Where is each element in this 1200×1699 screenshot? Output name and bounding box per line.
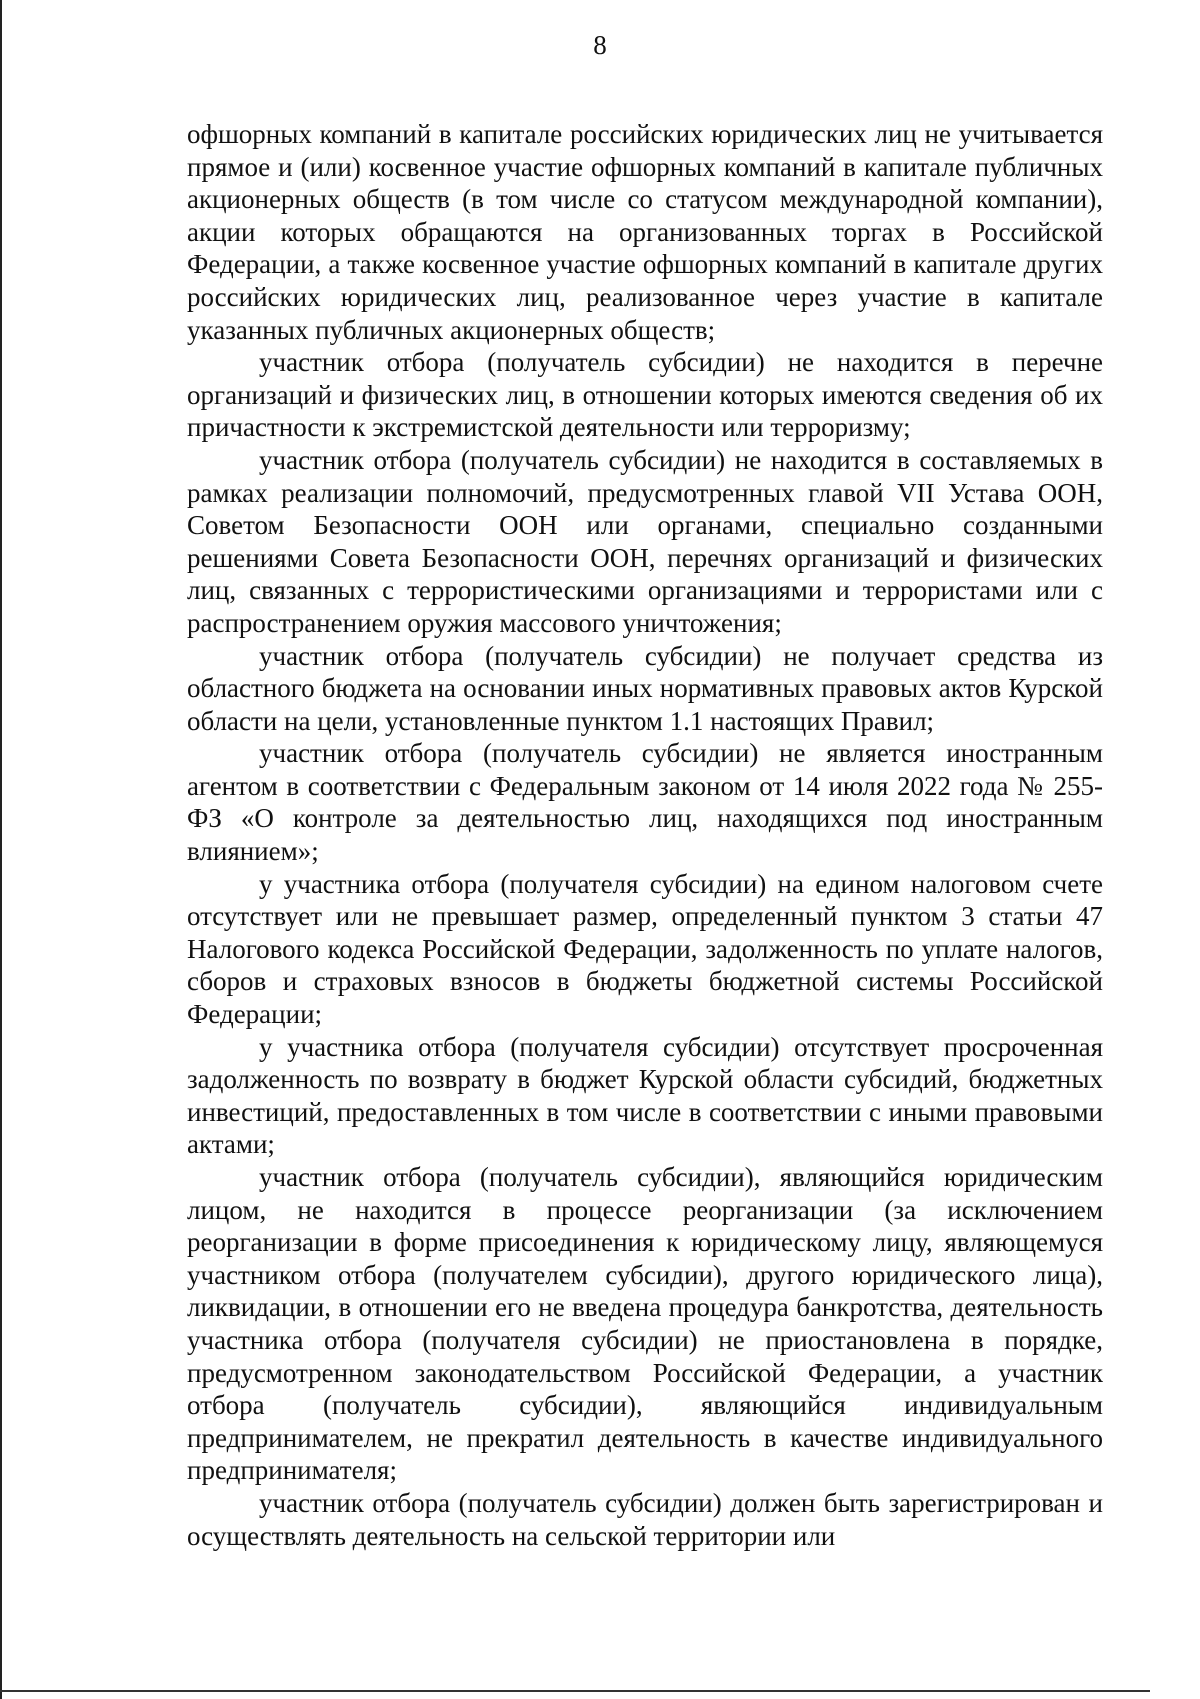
paragraph: участник отбора (получатель субсидии) не находится в перечне организаций и физических лиц, в отношении которых имеются сведения об их причастности к экстремистской деятельности или терроризму; [187, 347, 1103, 443]
paragraph: участник отбора (получатель субсидии) не является иностранным агентом в соответствии с Федеральным законом от 14 июля 2022 года № 255-ФЗ «О контроле за деятельностью лиц, находящихся под иностранным влиянием»; [187, 738, 1103, 867]
document-body [187, 118, 1103, 1552]
page-number: 8 [593, 30, 607, 60]
paragraph-continuation: офшорных компаний в капитале российских юридических лиц не учитывается прямое и (или) косвенное участие офшорных компаний в капитале публичных акционерных обществ (в том числе со статусом международной компании), акции которых обращаются на организованных торгах в Российской Федерации, а также косвенное участие офшорных компаний в капитале других российских юридических лиц, реализованное через участие в капитале указанных публичных акционерных обществ; [187, 119, 1103, 345]
paragraph: участник отбора (получатель субсидии) должен быть зарегистрирован и осуществлять деятельность на сельской территории или [187, 1487, 1103, 1551]
paragraph: участник отбора (получатель субсидии) не находится в составляемых в рамках реализации полномочий, предусмотренных главой VII Устава ООН, Советом Безопасности ООН или органами, специально созданными решениями Совета Безопасности ООН, перечнях организаций и физических лиц, связанных с террористическими организациями и террористами или с распространением оружия массового уничтожения; [187, 444, 1103, 638]
paragraph: участник отбора (получатель субсидии), являющийся юридическим лицом, не находится в процессе реорганизации (за исключением реорганизации в форме присоединения к юридическому лицу, являющемуся участником отбора (получателем субсидии), другого юридического лица), ликвидации, в отношении его не введена процедура банкротства, деятельность участника отбора (получателя субсидии) не приостановлена в порядке, предусмотренном законодательством Российской Федерации, а участник отбора (получатель субсидии), являющийся индивидуальным предпринимателем, не прекратил деятельность в качестве индивидуального предпринимателя; [187, 1162, 1103, 1486]
paragraph: у участника отбора (получателя субсидии) на едином налоговом счете отсутствует или не превышает размер, определенный пунктом 3 статьи 47 Налогового кодекса Российской Федерации, задолженность по уплате налогов, сборов и страховых взносов в бюджеты бюджетной системы Российской Федерации; [187, 868, 1103, 1030]
scan-edge-left [0, 0, 2, 1699]
scan-edge-bottom [0, 1690, 1150, 1692]
paragraph: у участника отбора (получателя субсидии) отсутствует просроченная задолженность по возврату в бюджет Курской области субсидий, бюджетных инвестиций, предоставленных в том числе в соответствии с иными правовыми актами; [187, 1031, 1103, 1160]
paragraph: участник отбора (получатель субсидии) не получает средства из областного бюджета на основании иных нормативных правовых актов Курской области на цели, установленные пунктом 1.1 настоящих Правил; [187, 640, 1103, 736]
